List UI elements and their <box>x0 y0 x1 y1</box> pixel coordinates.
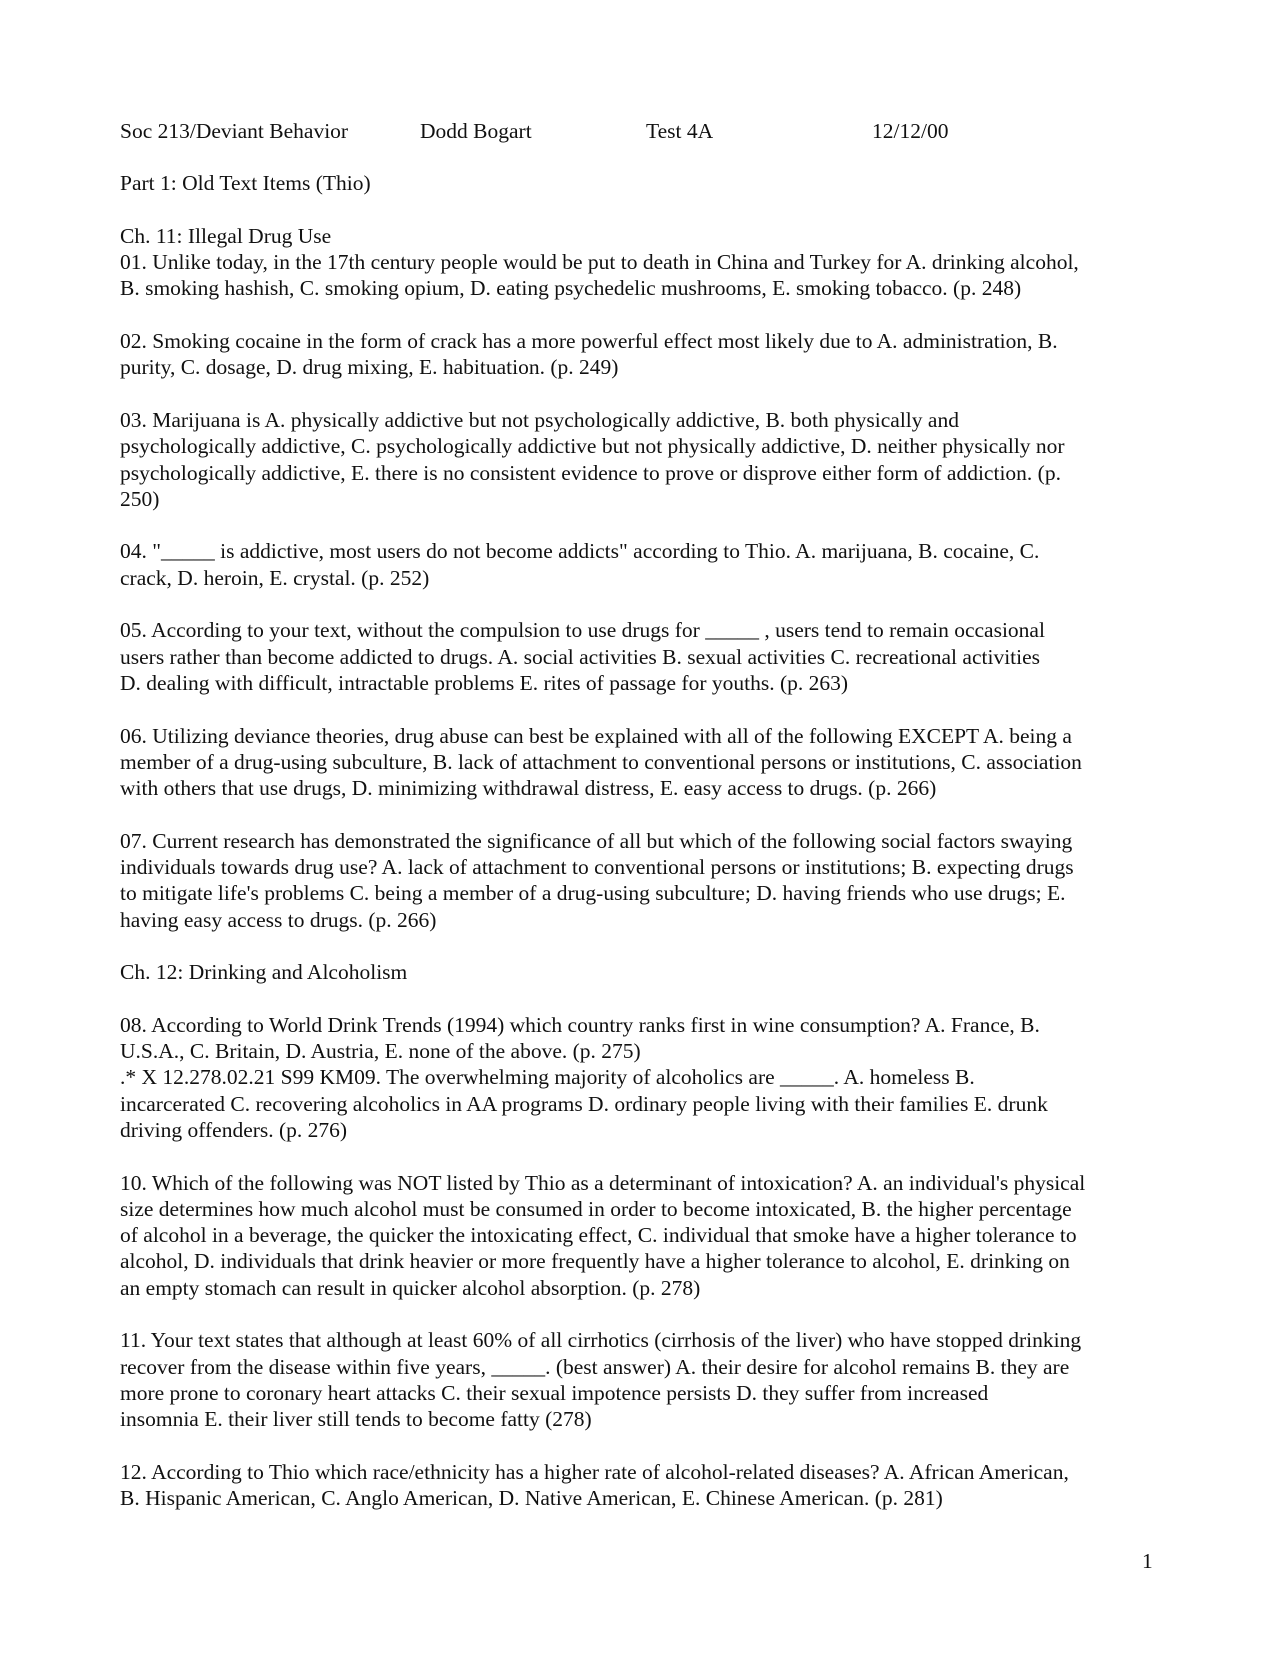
test-name: Test 4A <box>646 119 714 143</box>
question-04 <box>120 538 1160 591</box>
question-line: 12. According to Thio which race/ethnicity has a higher rate of alcohol-related diseases? A. African American, <box>120 1459 1069 1484</box>
question-03 <box>120 407 1160 512</box>
question-11 <box>120 1327 1160 1432</box>
question-line: alcohol, D. individuals that drink heavier or more frequently have a higher tolerance to alcohol, E. drinking on <box>120 1249 1070 1274</box>
question-line: B. Hispanic American, C. Anglo American, D. Native American, E. Chinese American. (p. 281) <box>120 1486 943 1511</box>
question-08 <box>120 1012 1160 1065</box>
question-line: 03. Marijuana is A. physically addictive but not psychologically addictive, B. both physically and <box>120 407 959 432</box>
question-line: .* X 12.278.02.21 S99 KM09. The overwhelming majority of alcoholics are _____. A. homeless B. <box>120 1065 975 1090</box>
test-date: 12/12/00 <box>872 119 949 143</box>
question-line: U.S.A., C. Britain, D. Austria, E. none of the above. (p. 275) <box>120 1039 641 1064</box>
question-line: to mitigate life's problems C. being a member of a drug-using subculture; D. having friends who use drugs; E. <box>120 881 1066 906</box>
question-01 <box>120 249 1160 302</box>
question-07 <box>120 828 1160 933</box>
question-line: psychologically addictive, C. psychologically addictive but not physically addictive, D. neither physically nor <box>120 434 1065 459</box>
question-line: purity, C. dosage, D. drug mixing, E. habituation. (p. 249) <box>120 355 619 380</box>
question-line: crack, D. heroin, E. crystal. (p. 252) <box>120 565 430 590</box>
question-line: 08. According to World Drink Trends (1994) which country ranks first in wine consumption? A. France, B. <box>120 1012 1040 1037</box>
question-line: insomnia E. their liver still tends to become fatty (278) <box>120 1407 592 1432</box>
question-line: 10. Which of the following was NOT listed by Thio as a determinant of intoxication? A. an individual's physical <box>120 1170 1086 1195</box>
question-06 <box>120 723 1160 802</box>
course-name: Soc 213/Deviant Behavior <box>120 119 349 143</box>
question-line: individuals towards drug use? A. lack of attachment to conventional persons or institutions; B. expecting drugs <box>120 855 1074 880</box>
question-line: users rather than become addicted to drugs. A. social activities B. sexual activities C. recreational activities <box>120 644 1041 669</box>
question-line: having easy access to drugs. (p. 266) <box>120 907 437 932</box>
question-line: size determines how much alcohol must be consumed in order to become intoxicated, B. the higher percentage <box>120 1196 1072 1221</box>
question-line: D. dealing with difficult, intractable problems E. rites of passage for youths. (p. 263) <box>120 670 849 695</box>
question-line: 11. Your text states that although at least 60% of all cirrhotics (cirrhosis of the liver) who have stopped drinking <box>120 1328 1082 1353</box>
question-09 <box>120 1064 1160 1143</box>
page-number: 1 <box>1142 1549 1153 1573</box>
question-line: of alcohol in a beverage, the quicker the intoxicating effect, C. individual that smoke have a higher tolerance to <box>120 1223 1077 1248</box>
question-line: with others that use drugs, D. minimizing withdrawal distress, E. easy access to drugs. (p. 266) <box>120 776 937 801</box>
question-line: 05. According to your text, without the compulsion to use drugs for _____ , users tend to remain occasional <box>120 618 1045 643</box>
question-line: 06. Utilizing deviance theories, drug abuse can best be explained with all of the following EXCEPT A. being a <box>120 723 1072 748</box>
chapter-12-title: Ch. 12: Drinking and Alcoholism <box>120 960 408 985</box>
chapter-11-title: Ch. 11: Illegal Drug Use <box>120 223 332 248</box>
question-10 <box>120 1170 1160 1301</box>
question-line: recover from the disease within five years, _____. (best answer) A. their desire for alcohol remains B. they are <box>120 1354 1070 1379</box>
document-body <box>120 118 1160 1511</box>
part-title: Part 1: Old Text Items (Thio) <box>120 171 371 196</box>
document-header <box>120 118 1160 144</box>
question-line: 01. Unlike today, in the 17th century people would be put to death in China and Turkey for A. drinking alcohol, <box>120 250 1079 275</box>
author-name: Dodd Bogart <box>420 119 532 143</box>
question-line: 07. Current research has demonstrated the significance of all but which of the following social factors swaying <box>120 828 1073 853</box>
question-line: incarcerated C. recovering alcoholics in AA programs D. ordinary people living with their families E. drunk <box>120 1091 1048 1116</box>
question-02 <box>120 328 1160 381</box>
question-line: more prone to coronary heart attacks C. their sexual impotence persists D. they suffer from increased <box>120 1380 989 1405</box>
question-line: 04. "_____ is addictive, most users do not become addicts" according to Thio. A. marijuana, B. cocaine, C. <box>120 539 1040 564</box>
question-12 <box>120 1459 1160 1512</box>
question-line: 02. Smoking cocaine in the form of crack has a more powerful effect most likely due to A. administration, B. <box>120 329 1058 354</box>
question-line: B. smoking hashish, C. smoking opium, D. eating psychedelic mushrooms, E. smoking tobacco. (p. 248) <box>120 276 1022 301</box>
question-line: driving offenders. (p. 276) <box>120 1117 348 1142</box>
question-05 <box>120 617 1160 696</box>
question-line: psychologically addictive, E. there is no consistent evidence to prove or disprove either form of addiction. (p. <box>120 460 1061 485</box>
question-line: an empty stomach can result in quicker alcohol absorption. (p. 278) <box>120 1275 701 1300</box>
question-line: 250) <box>120 486 160 511</box>
question-line: member of a drug-using subculture, B. lack of attachment to conventional persons or institutions, C. association <box>120 749 1082 774</box>
